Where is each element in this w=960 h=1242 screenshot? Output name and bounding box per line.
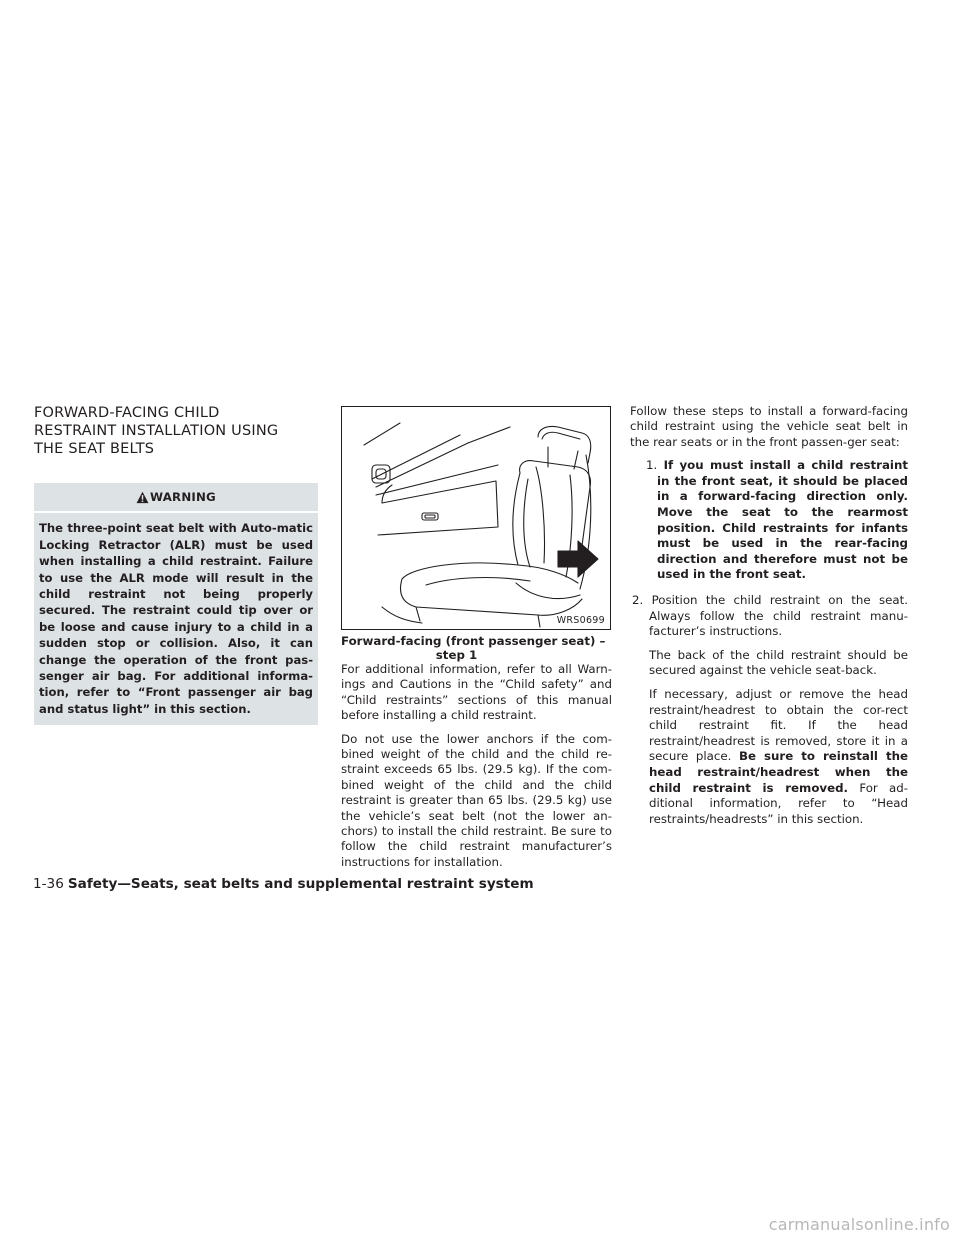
paragraph-lower-anchors: Do not use the lower anchors if the com-bined weight of the child and the child re-straint exceeds 65 lbs. (29.5 kg). If the com-bined weight of the child and the child restraint is greater than 65 lbs. (29.5 kg) use the vehicle’s seat belt (not the lower an-chors) to install the child restraint. Be sure to follow the child restraint manufacturer’s instructions for installation.: [341, 731, 612, 869]
figure-caption: Forward-facing (front passenger seat) – step 1: [341, 634, 606, 662]
section-title: FORWARD-FACING CHILD RESTRAINT INSTALLATION USING THE SEAT BELTS: [34, 405, 279, 457]
right-column: [630, 404, 908, 827]
warning-box: [34, 483, 318, 725]
middle-column: [341, 406, 612, 870]
watermark: carmanualsonline.info: [768, 1215, 950, 1234]
left-column: [34, 404, 318, 725]
warning-text: The three-point seat belt with Auto-matic Locking Retractor (ALR) must be used when installing a child restraint. Failure to use the ALR mode will result in the child restraint not being properly secured. The restraint could tip over or be loose and cause injury to a child in a sudden stop or collision. Also, it can change the operation of the front pas-senger air bag. For additional informa-tion, refer to “Front passenger air bag and status light” in this section.: [39, 521, 313, 716]
seat-drawing: [342, 407, 610, 629]
warning-header: [34, 483, 318, 511]
step-2-headrest-note: If necessary, adjust or remove the head restraint/headrest to obtain the cor-rect child restraint fit. If the head restraint/headrest is removed, store it in a secure place. Be sure to reinstall the head restraint/headrest when the child restraint is removed. For ad-ditional information, refer to “Head restraints/headrests” in this section.: [649, 686, 909, 826]
warning-triangle-icon: [136, 491, 149, 504]
seat-illustration: [341, 406, 611, 630]
step-2-seatback-note: The back of the child restraint should be secured against the vehicle seat-back.: [649, 647, 908, 678]
step-1: [639, 458, 908, 583]
paragraph-additional-info: For additional information, refer to all Warn-ings and Cautions in the “Child safety” and “Child restraints” sections of this manual before installing a child restraint.: [341, 662, 612, 723]
step-1-number: 1.: [646, 458, 658, 473]
warning-label: WARNING: [150, 490, 216, 504]
step-2: [630, 593, 908, 640]
chapter-title: Safety—Seats, seat belts and supplemental restraint system: [67, 876, 534, 892]
figure-code: WRS0699: [556, 615, 605, 626]
step-1-text: If you must install a child restraint in the front seat, it should be placed in a forward-facing direction only. Move the seat to the rearmost position. Child restraints for infants must be used in the rear-facing direction and therefore must not be used in the front seat.: [657, 458, 908, 582]
step-2-number: 2.: [632, 592, 644, 607]
steps-intro: Follow these steps to install a forward-facing child restraint using the vehicle seat belt in the rear seats or in the front passen-ger seat:: [630, 404, 908, 449]
step-2-text: Position the child restraint on the seat. Always follow the child restraint manu-facturer’s instructions.: [649, 592, 908, 639]
page-footer: [33, 876, 534, 892]
page-number: 1-36: [33, 876, 64, 892]
